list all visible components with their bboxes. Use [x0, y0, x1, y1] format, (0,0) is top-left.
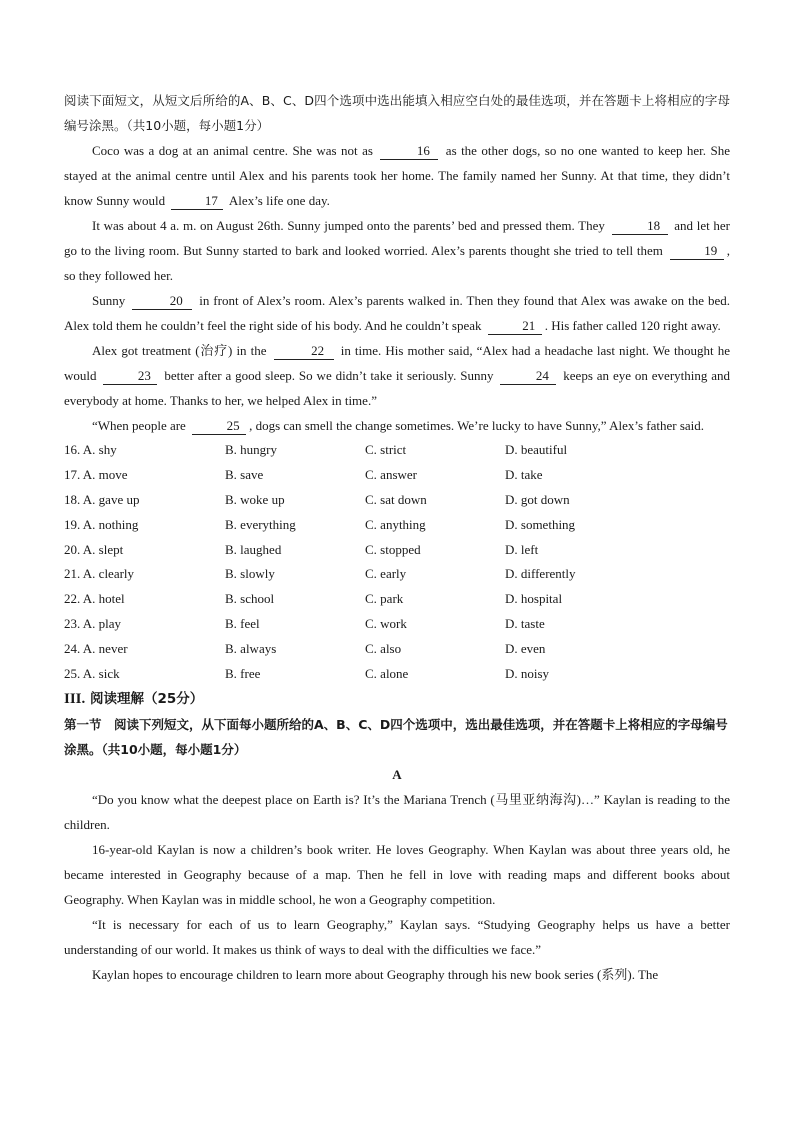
option[interactable]: B. feel — [225, 616, 260, 632]
cloze-paragraph-1: Coco was a dog at an animal centre. She was not as 16 as the other dogs, so no one wanted to keep her. She stayed at the animal centre until Alex and his parents took her home. The family named her Sunny. At that time, they didn’t know Sunny would 17 Alex’s life one day. — [64, 143, 730, 208]
option[interactable]: B. woke up — [225, 491, 285, 507]
option-row-16 — [64, 438, 730, 463]
option[interactable]: 24. A. never — [64, 641, 128, 657]
option[interactable]: B. hungry — [225, 442, 277, 457]
exam-page — [64, 88, 730, 987]
option[interactable]: B. laughed — [225, 541, 282, 557]
blank-17[interactable]: 17 — [171, 193, 223, 210]
option-row-19 — [64, 513, 730, 538]
option[interactable]: D. got down — [505, 491, 570, 507]
option[interactable]: 21. A. clearly — [64, 566, 135, 582]
passage-label: A — [392, 766, 402, 782]
option[interactable]: B. everything — [225, 516, 296, 532]
blank-23[interactable]: 23 — [103, 368, 157, 385]
option[interactable]: B. always — [225, 641, 277, 657]
option[interactable]: C. answer — [365, 466, 417, 482]
option[interactable]: 16. A. shy — [64, 442, 117, 457]
blank-25[interactable]: 25 — [192, 418, 246, 435]
option[interactable]: D. hospital — [505, 591, 563, 607]
option-row-23 — [64, 612, 730, 637]
option-row-25 — [64, 662, 730, 687]
blank-20[interactable]: 20 — [132, 293, 192, 310]
option[interactable]: C. stopped — [365, 541, 421, 557]
option-row-21 — [64, 562, 730, 587]
option[interactable]: 19. A. nothing — [64, 516, 139, 532]
option-row-22 — [64, 587, 730, 612]
option[interactable]: B. save — [225, 466, 264, 482]
option[interactable]: D. noisy — [505, 666, 550, 682]
option[interactable]: C. work — [365, 616, 407, 632]
option[interactable]: C. early — [365, 566, 407, 582]
blank-24[interactable]: 24 — [500, 368, 556, 385]
option-row-24 — [64, 637, 730, 662]
option-row-20 — [64, 538, 730, 563]
option[interactable]: D. even — [505, 641, 546, 657]
option[interactable]: D. take — [505, 466, 543, 482]
reading-paragraph: “It is necessary for each of us to learn Geography,” Kaylan says. “Studying Geography helps us have a better understanding of our world. It makes us think of ways to deal with the difficulties we face.” — [64, 916, 730, 957]
option[interactable]: C. alone — [365, 666, 409, 682]
option-row-18 — [64, 488, 730, 513]
blank-21[interactable]: 21 — [488, 318, 542, 335]
option[interactable]: D. left — [505, 541, 539, 557]
reading-instruction: 第一节 阅读下列短文，从下面每小题所给的A、B、C、D四个选项中，选出最佳选项，并在答题卡上将相应的字母编号涂黑。（共10小题，每小题1分） — [64, 716, 728, 757]
section-title: III. 阅读理解（25分） — [64, 690, 204, 707]
option[interactable]: D. differently — [505, 566, 576, 582]
option[interactable]: C. anything — [365, 516, 426, 532]
option[interactable]: C. also — [365, 641, 402, 657]
option[interactable]: D. something — [505, 516, 576, 532]
option[interactable]: C. sat down — [365, 491, 427, 507]
blank-22[interactable]: 22 — [274, 343, 334, 360]
option[interactable]: D. taste — [505, 616, 545, 632]
cloze-paragraph-3: Sunny 20 in front of Alex’s room. Alex’s parents walked in. Then they found that Alex was awake on the bed. Alex told them he couldn’t feel the right side of his body. And he couldn’t speak 21 . His father called 120 right away. — [64, 293, 731, 333]
blank-16[interactable]: 16 — [380, 143, 438, 160]
cloze-paragraph-5: “When people are 25 , dogs can smell the change sometimes. We’re lucky to have Sunny,” Alex’s father said. — [92, 418, 705, 433]
blank-18[interactable]: 18 — [612, 218, 668, 235]
option[interactable]: 22. A. hotel — [64, 591, 125, 607]
option[interactable]: B. slowly — [225, 566, 275, 582]
option-row-17 — [64, 463, 730, 488]
option[interactable]: C. park — [365, 591, 404, 607]
cloze-paragraph-2: It was about 4 a. m. on August 26th. Sunny jumped onto the parents’ bed and pressed them. They 18 and let her go to the living room. But Sunny started to bark and looked worried. Alex’s parents thought she tried to tell them 19 , so they followed her. — [64, 218, 730, 283]
option[interactable]: 20. A. slept — [64, 541, 124, 557]
option[interactable]: 18. A. gave up — [64, 491, 140, 507]
reading-paragraph: “Do you know what the deepest place on Earth is? It’s the Mariana Trench (马里亚纳海沟)…” Kaylan is reading to the children. — [64, 791, 730, 832]
option[interactable]: 25. A. sick — [64, 666, 120, 682]
cloze-instruction: 阅读下面短文，从短文后所给的A、B、C、D四个选项中选出能填入相应空白处的最佳选项，并在答题卡上将相应的字母编号涂黑。（共10小题，每小题1分） — [64, 93, 730, 133]
option[interactable]: C. strict — [365, 442, 407, 457]
reading-paragraph: Kaylan hopes to encourage children to learn more about Geography through his new book series (系列). The — [92, 966, 659, 982]
option[interactable]: B. free — [225, 666, 261, 682]
cloze-options — [64, 438, 730, 687]
reading-paragraph: 16-year-old Kaylan is now a children’s book writer. He loves Geography. When Kaylan was about three years old, he became interested in Geography because of a map. Then he fell in love with reading maps and different books about Geography. When Kaylan was in middle school, he won a Geography competition. — [64, 841, 730, 907]
option[interactable]: 23. A. play — [64, 616, 122, 632]
blank-19[interactable]: 19 — [670, 243, 724, 260]
option[interactable]: D. beautiful — [505, 442, 568, 457]
option[interactable]: 17. A. move — [64, 466, 128, 482]
option[interactable]: B. school — [225, 591, 275, 607]
cloze-paragraph-4: Alex got treatment (治疗) in the 22 in time. His mother said, “Alex had a headache last night. We thought he would 23 better after a good sleep. So we didn’t take it seriously. Sunny 24 keeps an eye on everything and everybody at home. Thanks to her, we helped Alex in time.” — [64, 343, 731, 408]
